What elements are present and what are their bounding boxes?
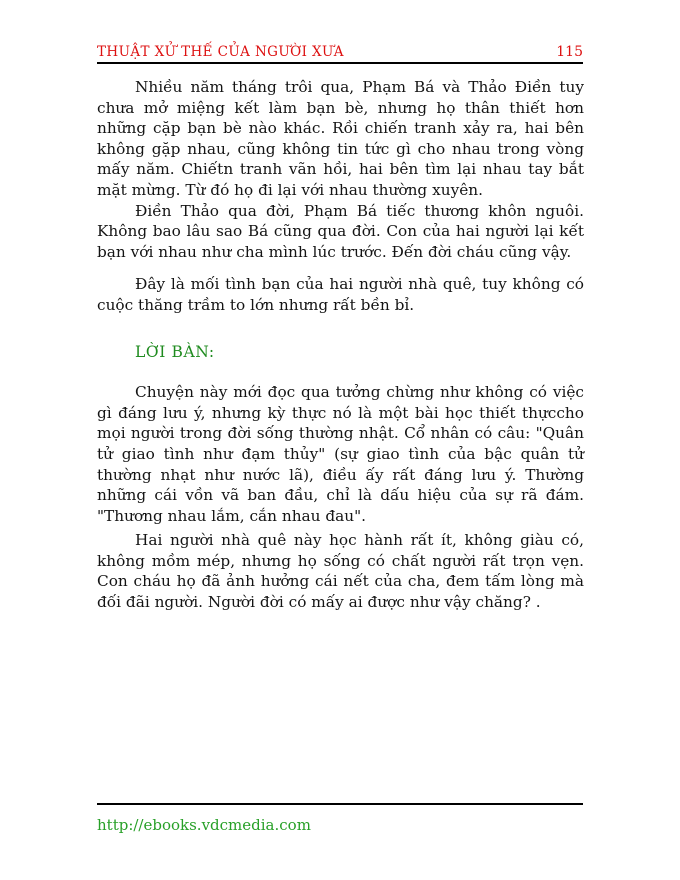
- story-paragraph: Điền Thảo qua đời, Phạm Bá tiếc thương khôn nguôi. Không bao lâu sao Bá cũng qua đời. Con của hai người lại kết bạn với nhau như cha mình lúc trước. Đến đời cháu cũng vậy.: [97, 201, 584, 261]
- page-header: [97, 44, 583, 60]
- footer-rule: [97, 803, 583, 805]
- story-paragraph: Đây là mối tình bạn của hai người nhà quê, tuy không có cuộc thăng trầm to lớn nhưng rất bền bỉ.: [97, 275, 584, 314]
- page-footer: [97, 815, 583, 835]
- commentary-paragraph: Chuyện này mới đọc qua tưởng chừng như không có việc gì đáng lưu ý, nhưng kỳ thực nó là một bài học thiết thựccho mọi người trong đời sống thường nhật. Cổ nhân có câu: "Quân tử giao tình như đạm thủy" (sự giao tình của bậc quân tử thường nhạt như nước lã), điều ấy rất đáng lưu ý. Thường những cái vồn vã ban đầu, chỉ là dấu hiệu của sự rã đám. "Thương nhau lắm, cắn nhau đau".: [97, 383, 584, 525]
- footer-url-link[interactable]: http://ebooks.vdcmedia.com: [97, 816, 311, 834]
- commentary-paragraph: Hai người nhà quê này học hành rất ít, không giàu có, không mồm mép, nhưng họ sống có chất người rất trọn vẹn. Con cháu họ đã ảnh hưởng cái nết của cha, đem tấm lòng mà đối đãi người. Người đời có mấy ai được như vậy chăng? .: [97, 531, 584, 612]
- section-heading-loi-ban: LỜI BÀN:: [135, 342, 215, 361]
- page-body: [97, 77, 584, 613]
- story-paragraph: Nhiều năm tháng trôi qua, Phạm Bá và Thảo Điền tuy chưa mở miệng kết làm bạn bè, nhưng họ thân thiết hơn những cặp bạn bè nào khác. Rồi chiến tranh xảy ra, hai bên không gặp nhau, cũng không tin tức gì cho nhau trong vòng mấy năm. Chiếtn tranh vãn hồi, hai bên tìm lại nhau tay bắt mặt mừng. Từ đó họ đi lại với nhau thường xuyên.: [97, 78, 584, 199]
- header-rule: [97, 62, 583, 64]
- page-number: 115: [556, 44, 583, 60]
- book-title: THUẬT XỬ THẾ CỦA NGƯỜI XƯA: [97, 44, 344, 60]
